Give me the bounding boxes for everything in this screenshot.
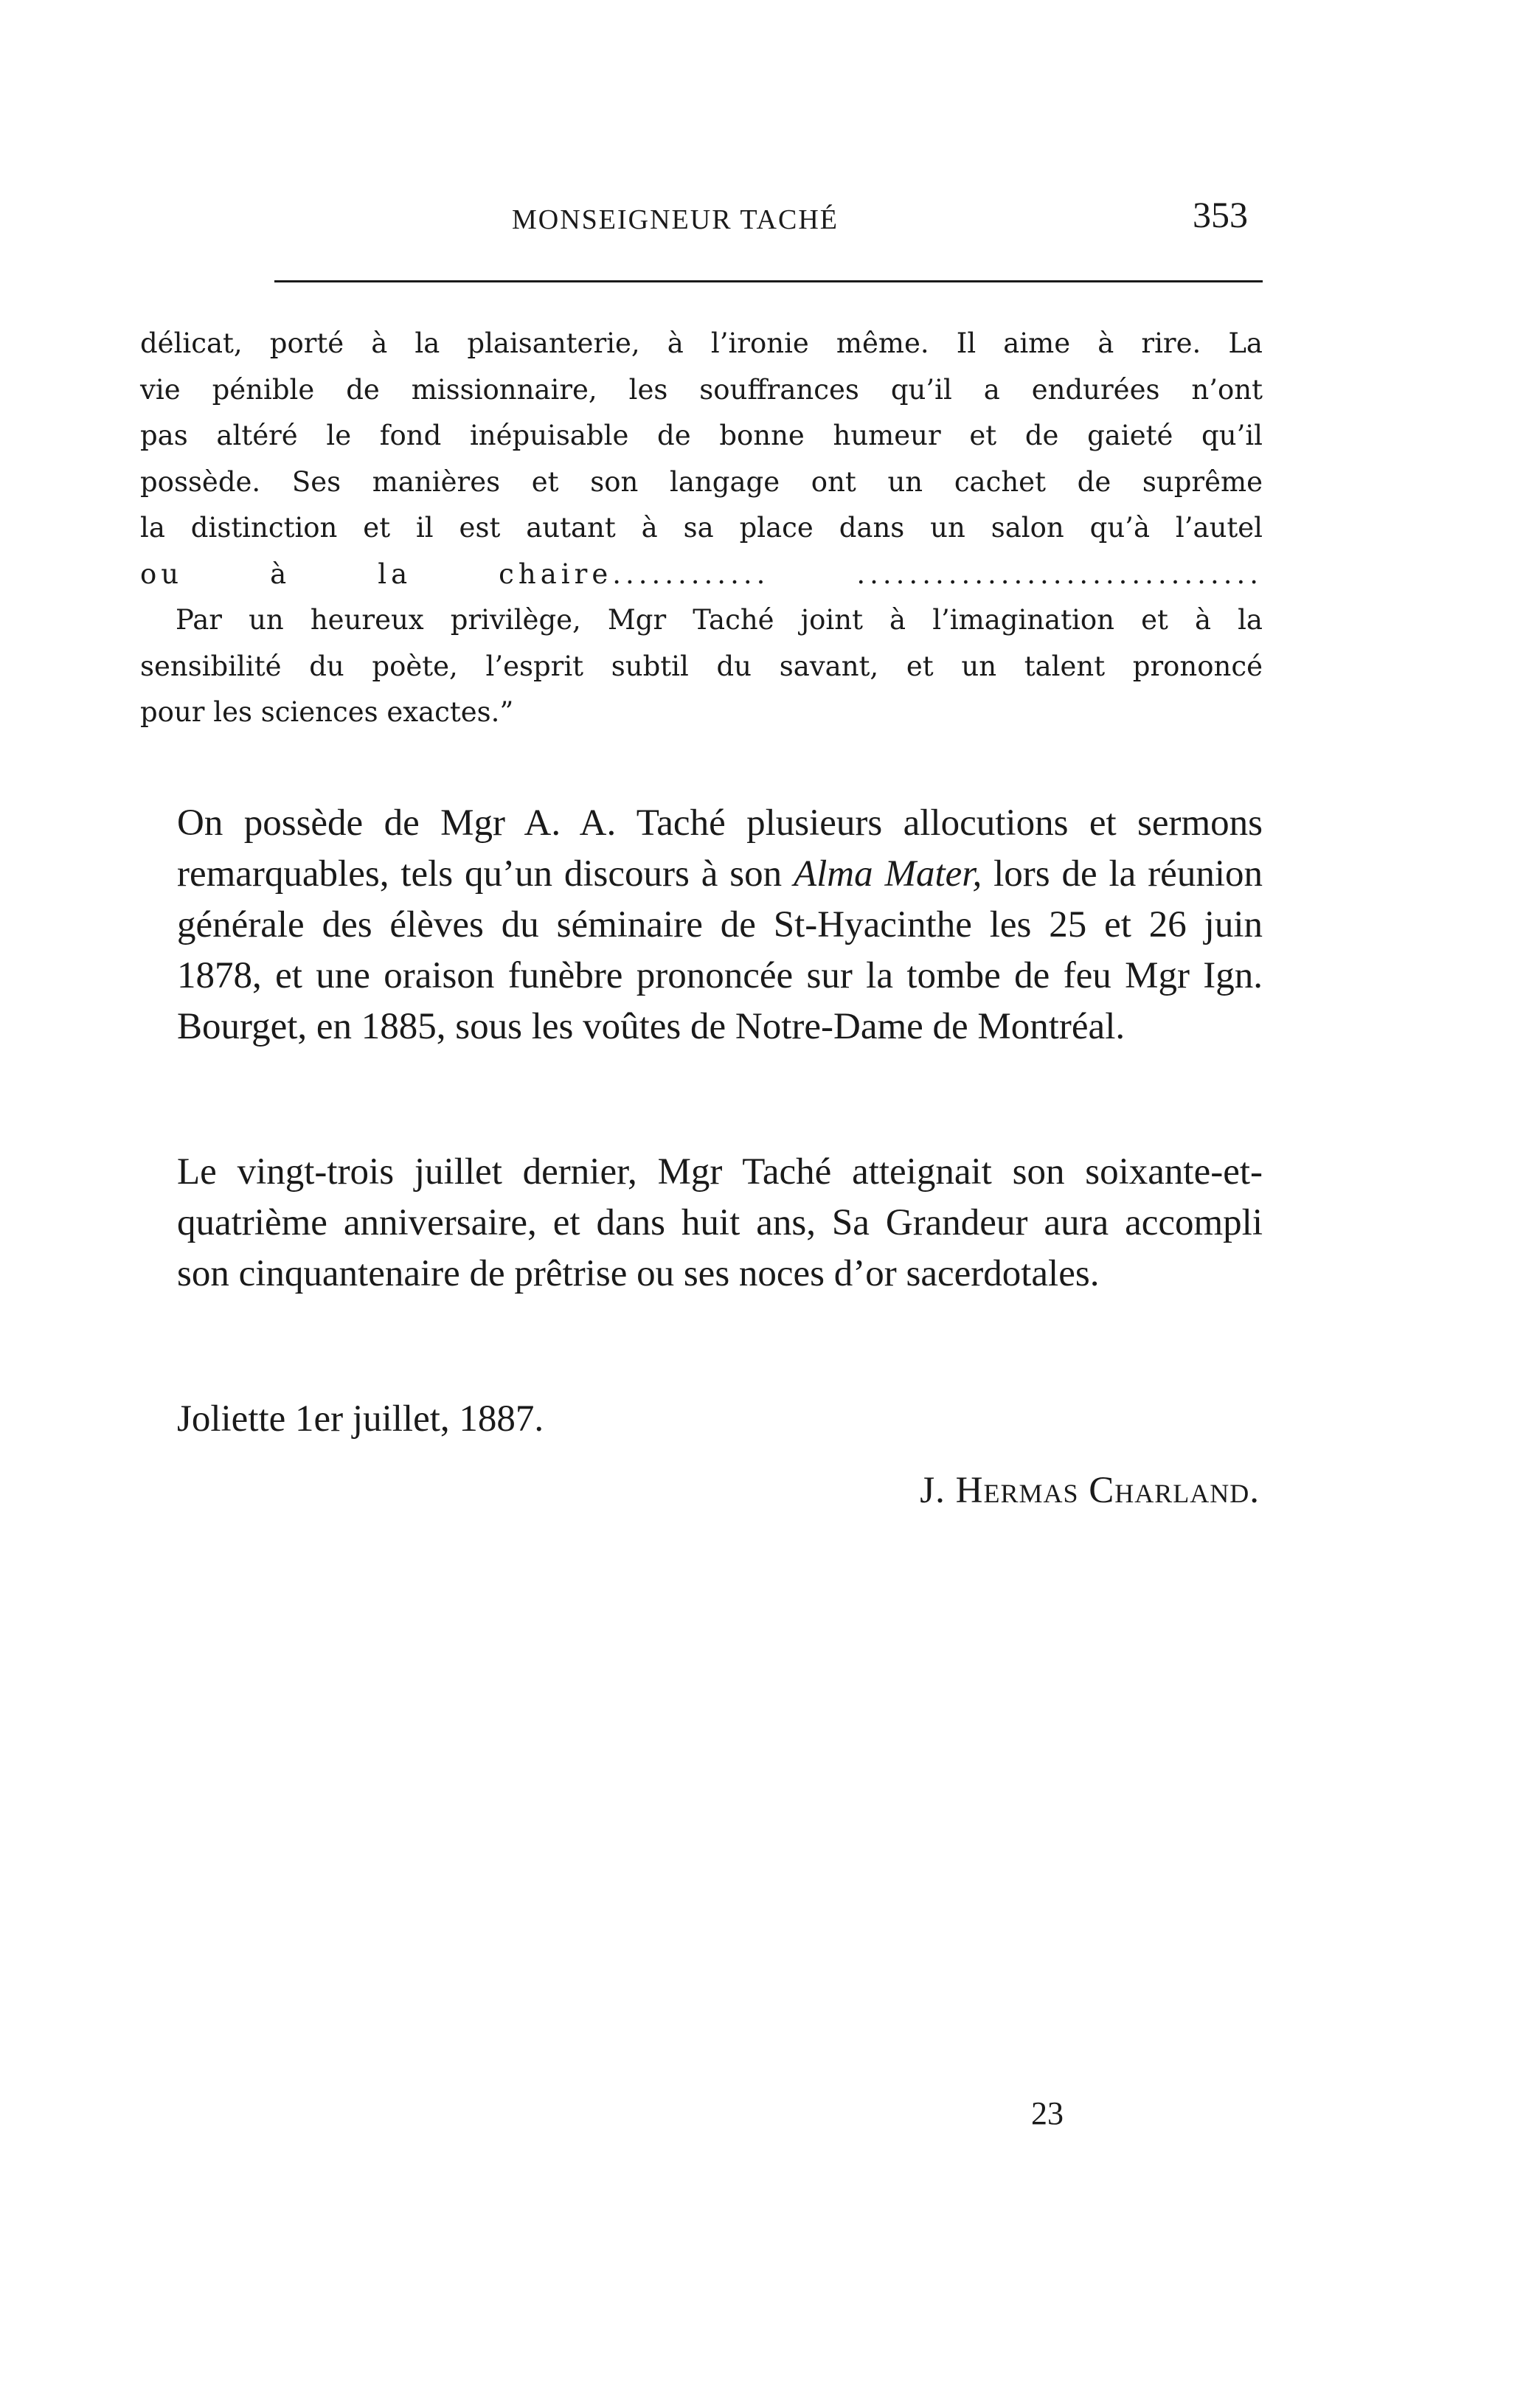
running-title: MONSEIGNEUR TACHÉ [512,204,839,235]
body-paragraph-2 [177,1147,1263,1299]
quote-line: la distinction et il est autant à sa place dans un salon qu’à l’autel [140,512,1263,544]
quote-line: pas altéré le fond inépuisable de bonne humeur et de gaieté qu’il [140,420,1263,451]
page-number: 353 [1193,194,1248,235]
quote-line: ou à la chaire............ ............................... [140,558,1263,590]
quote-line: vie pénible de missionnaire, les souffrances qu’il a endurées n’ont [140,373,1263,406]
quoted-passage [140,321,1263,736]
para1-text-a: On possède de Mgr A. A. Taché plusieurs allocutions et sermons remarquables, tels qu’un discours à son [177,802,1263,895]
quote-line: pour les sciences exactes.” [140,696,514,728]
quote-line: possède. Ses manières et son langage ont un cachet de suprême [140,465,1263,498]
para1-text-b: lors de la réunion générale des élèves du séminaire de St-Hyacinthe les 25 et 26 juin 1878, et une oraison funèbre prononcée sur la tombe de feu Mgr Ign. Bourget, en 1885, sous les voûtes de Notre-Dame de Montréal. [177,853,1263,1047]
body-paragraph-1 [177,798,1263,1052]
header-rule [274,280,1263,282]
author-signature: J. Hermas Charland. [920,1470,1260,1511]
dateline: Joliette 1er juillet, 1887. [177,1398,544,1440]
quote-line: délicat, porté à la plaisanterie, à l’ironie même. Il aime à rire. La [140,327,1263,359]
sheet-signature: 23 [1031,2095,1064,2131]
para2-text: Le vingt-trois juillet dernier, Mgr Taché atteignait son soixante-et-quatrième anniversaire, et dans huit ans, Sa Grandeur aura accompli son cinquantenaire de prêtrise ou ses noces d’or sacerdotales. [177,1151,1263,1294]
running-head [274,193,1263,245]
quote-line: sensibilité du poète, l’esprit subtil du savant, et un talent prononcé [140,650,1263,682]
alma-mater-italic: Alma Mater, [793,853,982,895]
quote-line: Par un heureux privilège, Mgr Taché joint à l’imagination et à la [176,604,1263,636]
